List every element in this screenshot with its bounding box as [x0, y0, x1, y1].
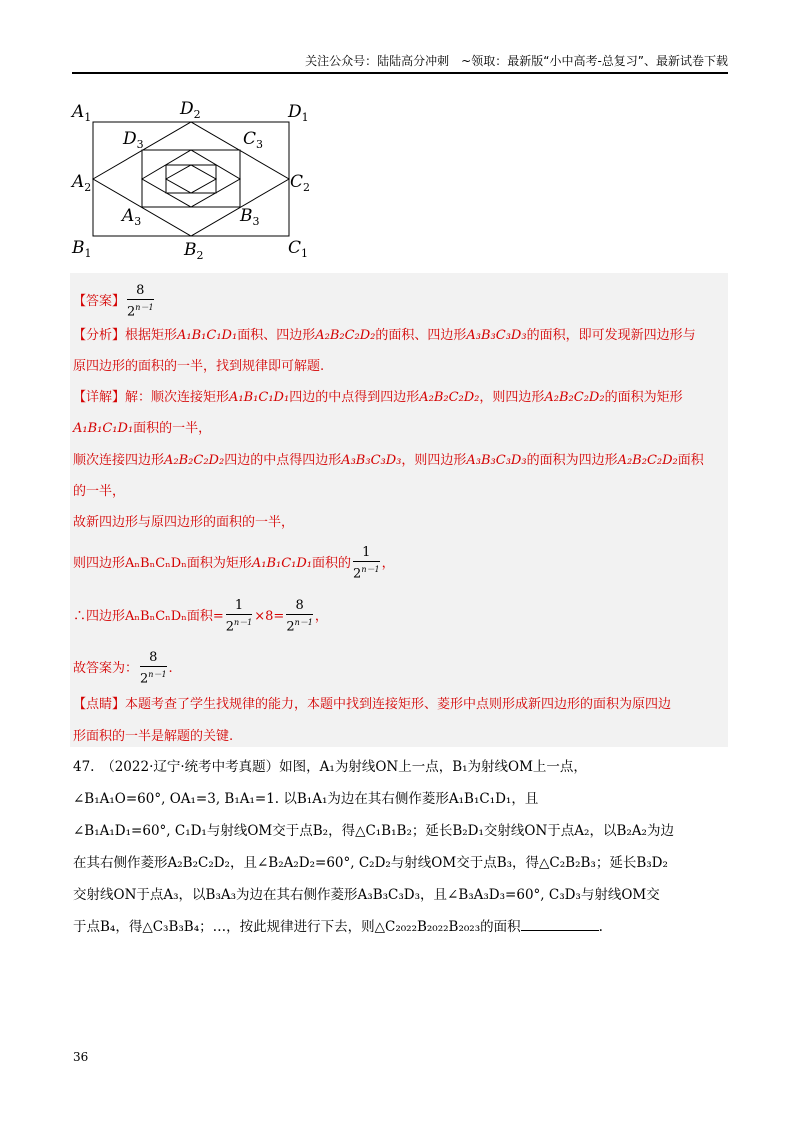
detail-line-1: 【详解】解：顺次连接矩形A₁B₁C₁D₁四边的中点得到四边形A₂B₂C₂D₂，则四边形A₂B₂C₂D₂的面积为矩形	[73, 390, 683, 405]
detail-line-2: A₁B₁C₁D₁面积的一半，	[73, 421, 212, 436]
final-answer-fraction: $\frac{8}{2^{n-1}}$	[140, 650, 167, 687]
answer-fraction: $\frac{8}{2^{n-1}}$	[127, 283, 154, 320]
analysis-line-2: 原四边形的面积的一半，找到规律即可解题.	[73, 359, 325, 374]
detail-line-7: ∴四边形AₙBₙCₙDₙ面积= $\frac{1}{2^{n-1}}$ ×8= $\frac{8}{2^{n-1}}$ ，	[73, 598, 328, 635]
answer-tag: 【答案】	[73, 294, 126, 310]
rhombus-a4	[142, 150, 240, 207]
label-b1: $B_1$	[72, 238, 92, 260]
label-b2: $B_2$	[184, 240, 204, 262]
answer-line	[73, 283, 156, 320]
header-rule	[72, 72, 728, 74]
detail-line-5: 故新四边形与原四边形的面积的一半，	[73, 515, 295, 530]
question-line-3: ∠B₁A₁D₁=60°, C₁D₁与射线OM交于点B₂，得△C₁B₁B₂；延长B₂D₁交射线ON于点A₂，以B₂A₂为边	[73, 823, 674, 839]
label-a3: $A_3$	[122, 206, 142, 228]
detail-line-3: 顺次连接四边形A₂B₂C₂D₂四边的中点得四边形A₃B₃C₃D₃，则四边形A₃B₃C₃D₃的面积为四边形A₂B₂C₂D₂面积	[73, 453, 704, 468]
question-line-5: 交射线ON于点A₃，以B₃A₃为边在其右侧作菱形A₃B₃C₃D₃，且∠B₃A₃D₃=60°, C₃D₃与射线OM交	[73, 887, 660, 903]
detail-line-8: 故答案为： $\frac{8}{2^{n-1}}$ .	[73, 650, 173, 687]
geometry-figure	[68, 95, 328, 265]
question-line-2: ∠B₁A₁O=60°, OA₁=3, B₁A₁=1. 以B₁A₁为边在其右侧作菱形A₁B₁C₁D₁，且	[73, 791, 539, 807]
question-line-4: 在其右侧作菱形A₂B₂C₂D₂，且∠B₂A₂D₂=60°, C₂D₂与射线OM交于点B₃，得△C₂B₂B₃；延长B₃D₂	[73, 855, 668, 871]
fraction-eight-over: $\frac{8}{2^{n-1}}$	[286, 598, 313, 635]
rhombus-a6	[166, 165, 216, 193]
question-line-1: 47. （2022·辽宁·统考中考真题）如图，A₁为射线ON上一点，B₁为射线OM上一点，	[73, 759, 587, 775]
label-c3: $C_3$	[243, 129, 264, 151]
label-a2: $A_2$	[72, 172, 92, 194]
rect-a3b3c3d3	[142, 150, 240, 207]
fraction-one-over-2: $\frac{1}{2^{n-1}}$	[225, 598, 253, 635]
label-c1: $C_1$	[288, 238, 309, 260]
answer-blank[interactable]	[521, 916, 599, 931]
label-d2: $D_2$	[180, 99, 201, 121]
comment-line-2: 形面积的一半是解题的关键.	[73, 729, 234, 744]
label-c2: $C_2$	[290, 172, 311, 194]
comment-line-1: 【点睛】本题考查了学生找规律的能力，本题中找到连接矩形、菱形中点则形成新四边形的面积为原四边	[73, 697, 672, 712]
label-d3: $D_3$	[123, 129, 144, 151]
detail-line-6: 则四边形AₙBₙCₙDₙ面积为矩形A₁B₁C₁D₁面积的 $\frac{1}{2^{n-1}}$ ，	[73, 545, 395, 582]
fraction-one-over: $\frac{1}{2^{n-1}}$	[353, 545, 380, 582]
question-line-6: 于点B₄，得△C₃B₃B₄；…，按此规律进行下去，则△C₂₀₂₂B₂₀₂₂B₂₀₂₃的面积 .	[73, 916, 603, 938]
label-b3: $B_3$	[240, 206, 260, 228]
analysis-line-1: 【分析】根据矩形A₁B₁C₁D₁面积、四边形A₂B₂C₂D₂的面积、四边形A₃B₃C₃D₃的面积，即可发现新四边形与	[73, 328, 696, 343]
label-a1: $A_1$	[72, 102, 92, 124]
detail-line-4: 的一半，	[73, 484, 126, 499]
page-header: 关注公众号：陆陆高分冲刺 ~领取：最新版“小中高考-总复习”、最新试卷下载	[305, 54, 728, 68]
label-d1: $D_1$	[288, 102, 309, 124]
page-number: 36	[73, 1050, 89, 1064]
rect-a5	[166, 165, 216, 193]
